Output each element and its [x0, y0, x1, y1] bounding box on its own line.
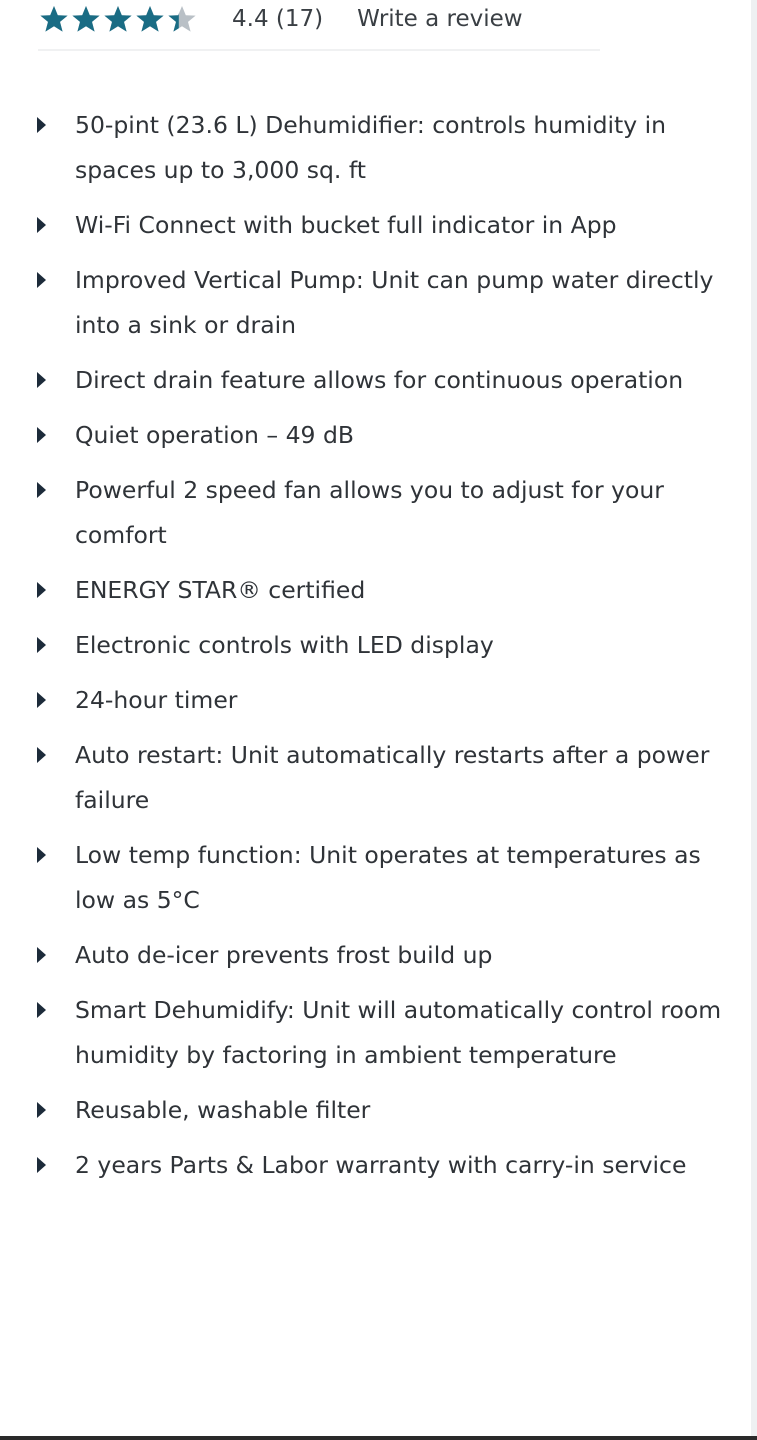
feature-text: ENERGY STAR® certified	[75, 576, 366, 604]
feature-text: Powerful 2 speed fan allows you to adjust for your comfort	[75, 476, 664, 549]
feature-text: Auto restart: Unit automatically restarts after a power failure	[75, 741, 710, 814]
star-icon	[70, 4, 102, 34]
star-icon	[102, 4, 134, 34]
feature-item	[0, 568, 740, 613]
triangle-bullet-icon	[36, 691, 47, 709]
feature-item	[0, 733, 740, 823]
rating-row	[38, 2, 523, 36]
feature-item	[0, 413, 740, 458]
page-right-edge	[751, 0, 757, 1440]
triangle-bullet-icon	[36, 1001, 47, 1019]
rating-divider	[38, 49, 600, 51]
feature-item	[0, 103, 740, 193]
feature-item	[0, 258, 740, 348]
triangle-bullet-icon	[36, 481, 47, 499]
feature-text: Low temp function: Unit operates at temperatures as low as 5°C	[75, 841, 701, 914]
triangle-bullet-icon	[36, 426, 47, 444]
star-icon	[38, 4, 70, 34]
triangle-bullet-icon	[36, 746, 47, 764]
feature-text: Reusable, washable filter	[75, 1096, 371, 1124]
feature-item	[0, 623, 740, 668]
feature-text: Improved Vertical Pump: Unit can pump water directly into a sink or drain	[75, 266, 714, 339]
triangle-bullet-icon	[36, 116, 47, 134]
triangle-bullet-icon	[36, 636, 47, 654]
feature-text: Electronic controls with LED display	[75, 631, 494, 659]
feature-item	[0, 988, 740, 1078]
star-icon	[134, 4, 166, 34]
feature-text: 24-hour timer	[75, 686, 238, 714]
feature-text: Smart Dehumidify: Unit will automatically control room humidity by factoring in ambient temperature	[75, 996, 722, 1069]
feature-list	[0, 103, 740, 1198]
feature-item	[0, 358, 740, 403]
triangle-bullet-icon	[36, 1156, 47, 1174]
feature-text: Direct drain feature allows for continuous operation	[75, 366, 684, 394]
feature-text: Quiet operation – 49 dB	[75, 421, 354, 449]
feature-item	[0, 468, 740, 558]
feature-item	[0, 933, 740, 978]
write-review-link[interactable]: Write a review	[357, 6, 523, 32]
feature-text: 50-pint (23.6 L) Dehumidifier: controls humidity in spaces up to 3,000 sq. ft	[75, 111, 667, 184]
triangle-bullet-icon	[36, 371, 47, 389]
triangle-bullet-icon	[36, 271, 47, 289]
feature-item	[0, 1143, 740, 1188]
triangle-bullet-icon	[36, 216, 47, 234]
triangle-bullet-icon	[36, 946, 47, 964]
feature-text: Auto de-icer prevents frost build up	[75, 941, 493, 969]
star-icon	[166, 4, 198, 34]
feature-item	[0, 1088, 740, 1133]
triangle-bullet-icon	[36, 581, 47, 599]
feature-item	[0, 203, 740, 248]
star-rating[interactable]	[38, 4, 198, 34]
feature-item	[0, 833, 740, 923]
triangle-bullet-icon	[36, 1101, 47, 1119]
triangle-bullet-icon	[36, 846, 47, 864]
page-bottom-edge	[0, 1436, 757, 1440]
feature-text: 2 years Parts & Labor warranty with carry-in service	[75, 1151, 687, 1179]
rating-value: 4.4 (17)	[232, 6, 324, 32]
feature-item	[0, 678, 740, 723]
feature-text: Wi-Fi Connect with bucket full indicator in App	[75, 211, 617, 239]
